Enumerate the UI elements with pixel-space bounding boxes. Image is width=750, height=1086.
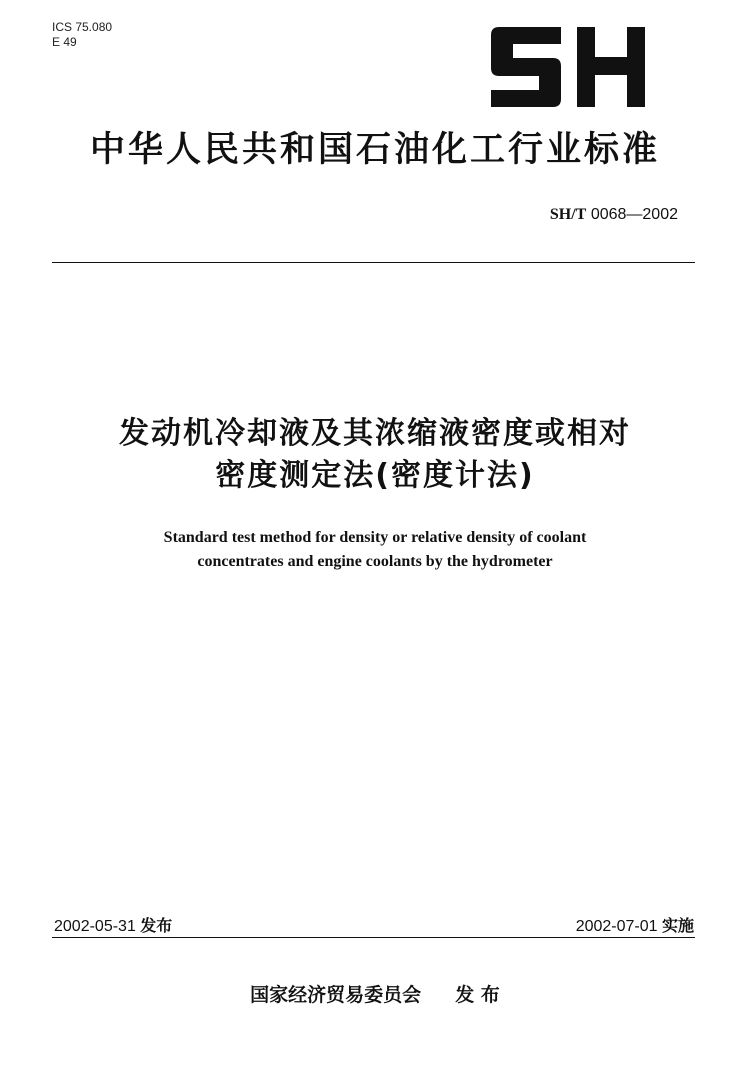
ics-code: ICS 75.080: [52, 20, 113, 34]
publisher-name: 国家经济贸易委员会: [250, 984, 422, 1006]
issue-date: [54, 913, 172, 936]
sh-logo: [491, 27, 645, 107]
document-title-en-line1: Standard test method for density or relative density of coolant: [163, 529, 587, 546]
standard-code-number: 0068—2002: [590, 206, 678, 223]
document-title-cn-line2: 密度测定法(密度计法): [215, 458, 535, 493]
standard-code-prefix: SH/T: [549, 206, 587, 223]
implementation-date: [576, 913, 694, 936]
standard-code: [550, 206, 678, 224]
top-divider: [52, 262, 695, 263]
issue-label: 发布: [140, 916, 173, 935]
ccs-code: E 49: [52, 35, 77, 49]
implementation-label: 实施: [661, 916, 694, 935]
issue-date-value: 2002-05-31: [54, 918, 136, 935]
standard-category-title: 中华人民共和国石油化工行业标准: [89, 130, 660, 170]
publish-label: 发 布: [455, 984, 500, 1006]
document-title-cn-line1: 发动机冷却液及其浓缩液密度或相对: [119, 416, 631, 451]
publisher: [0, 980, 750, 1007]
classification-codes: [52, 20, 112, 50]
document-title-en-line2: concentrates and engine coolants by the hydrometer: [197, 553, 553, 570]
bottom-divider: [52, 937, 695, 938]
implementation-date-value: 2002-07-01: [575, 918, 658, 935]
